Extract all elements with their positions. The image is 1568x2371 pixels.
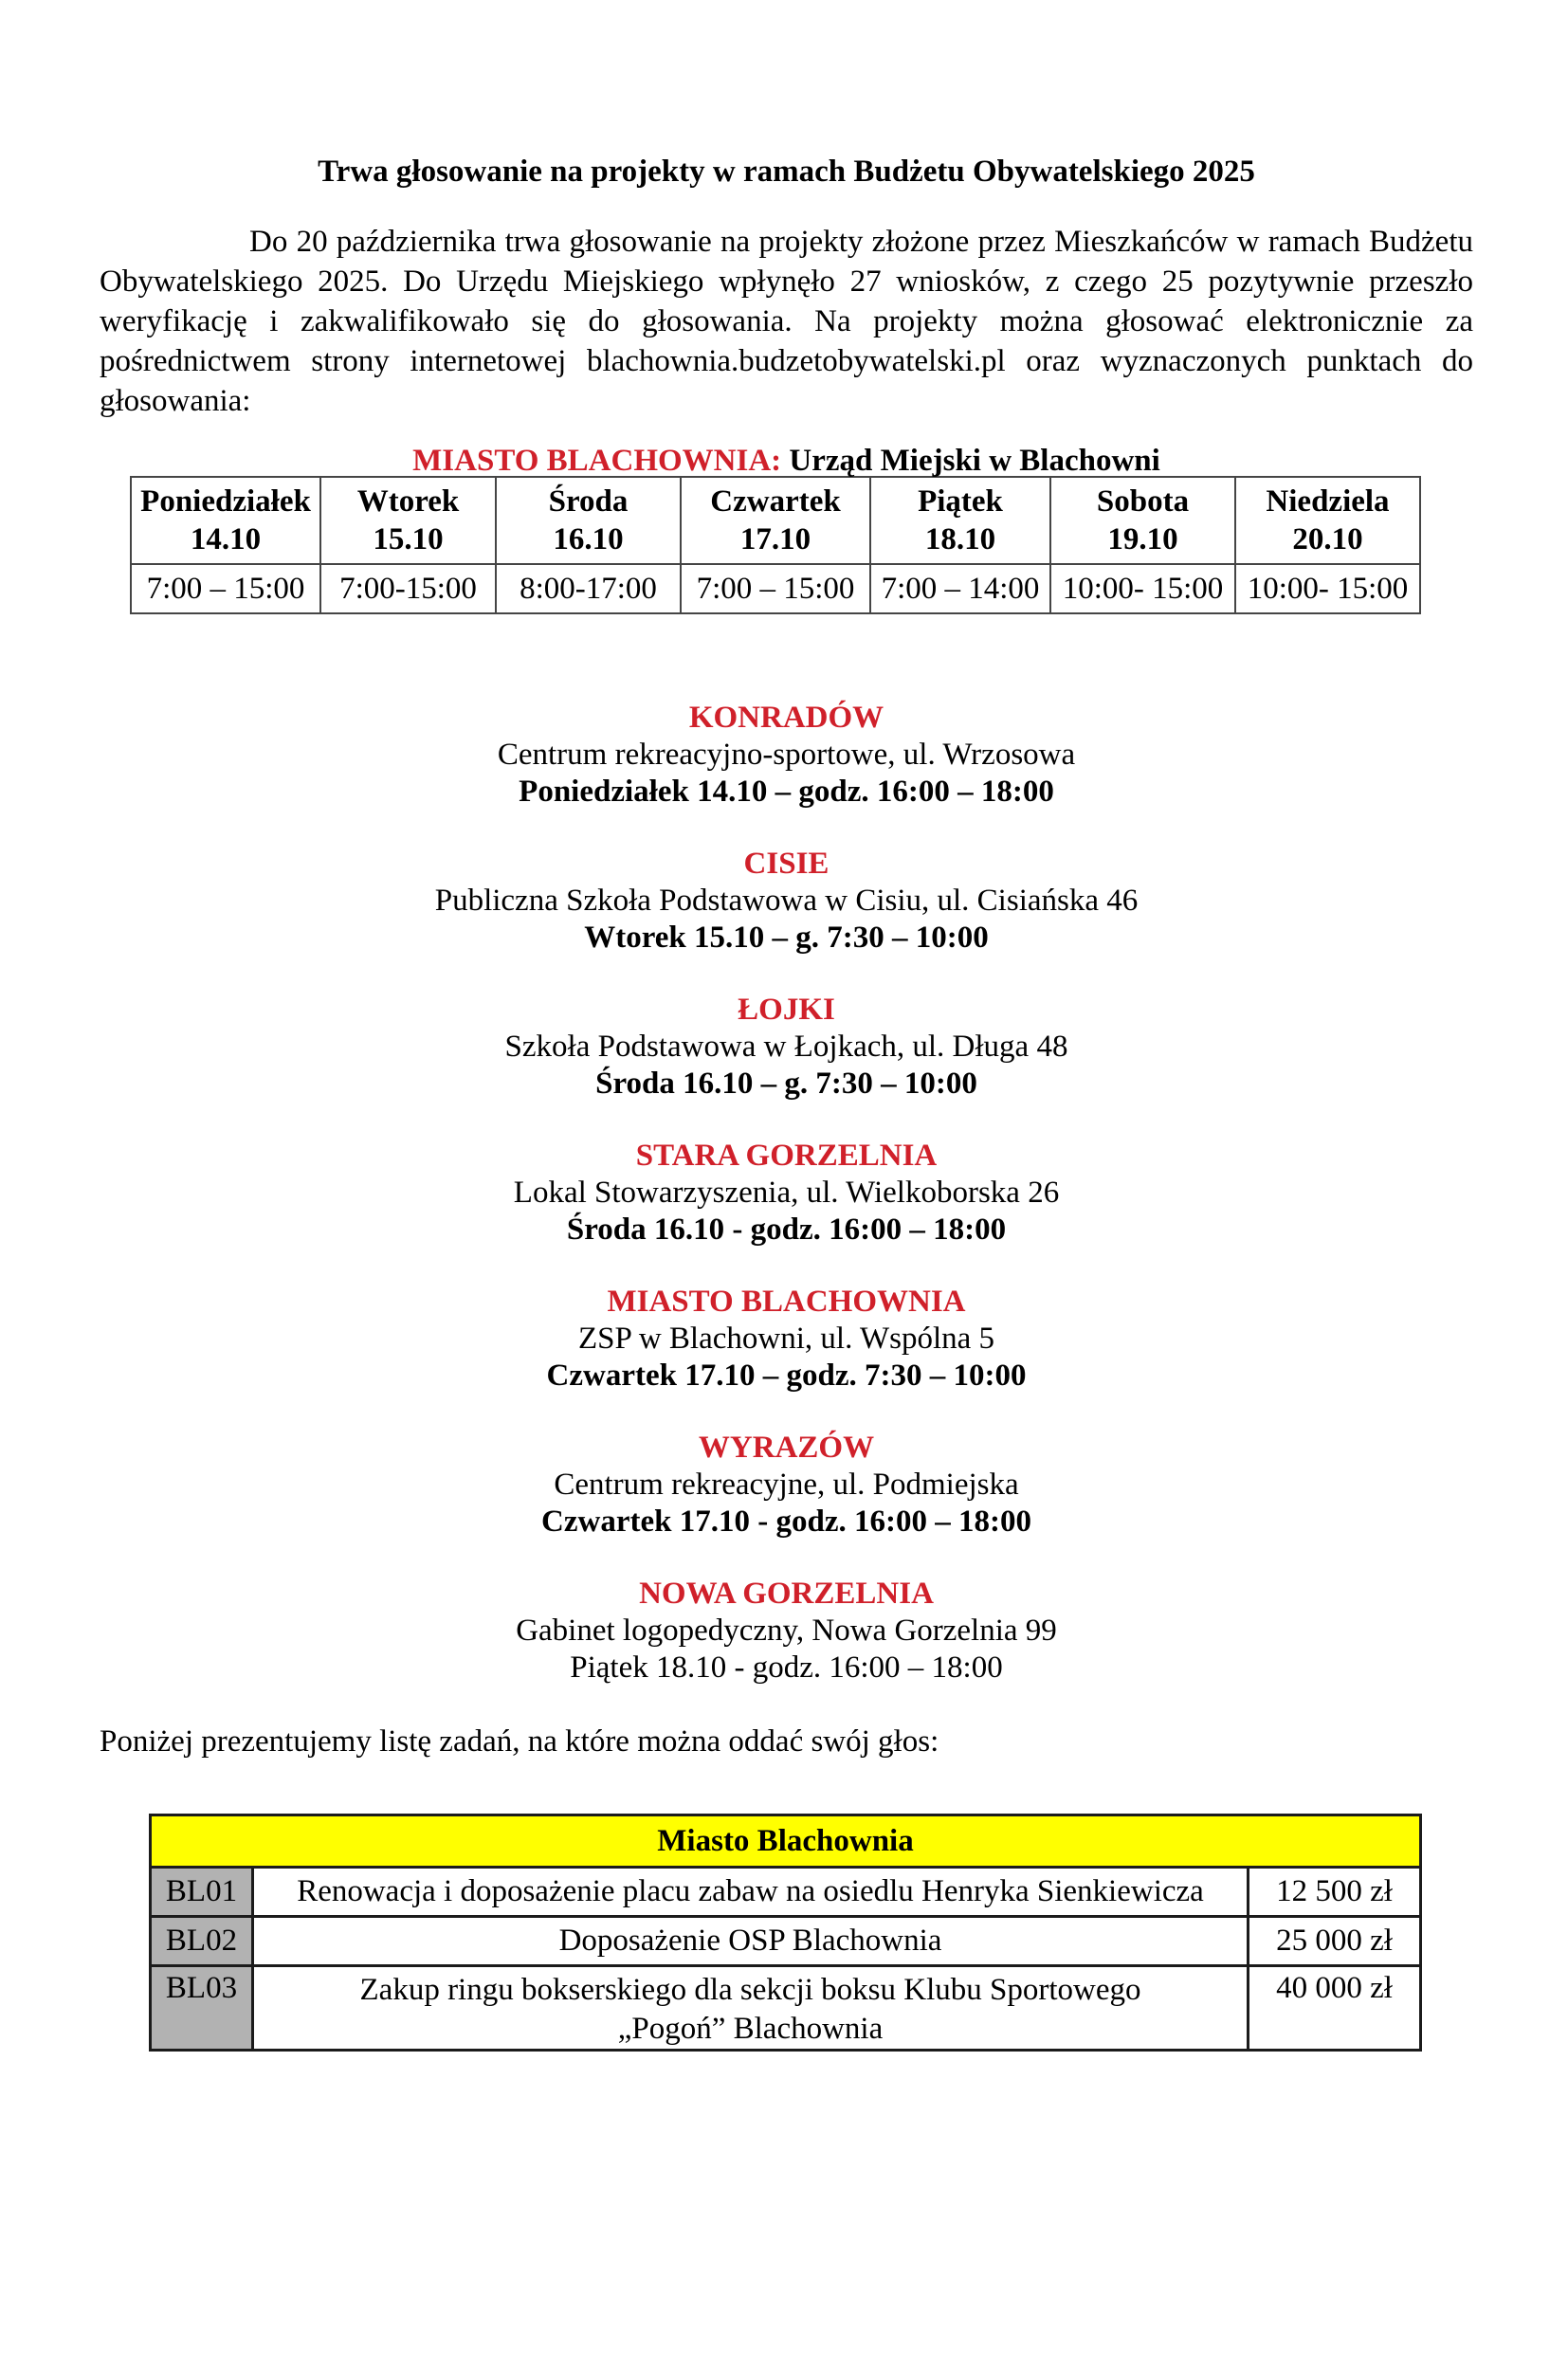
location-section-cisie [100, 846, 1473, 957]
project-amount: 40 000 zł [1249, 1966, 1421, 2051]
location-address: ZSP w Blachowni, ul. Wspólna 5 [577, 1322, 995, 1356]
project-id: BL02 [151, 1917, 253, 1966]
location-name: MIASTO BLACHOWNIA [607, 1285, 966, 1319]
projects-list-intro: Poniżej prezentujemy listę zadań, na które można oddać swój głos: [100, 1724, 939, 1759]
location-name: STARA GORZELNIA [635, 1139, 938, 1173]
location-time: Czwartek 17.10 – godz. 7:30 – 10:00 [546, 1359, 1027, 1393]
location-time: Czwartek 17.10 - godz. 16:00 – 18:00 [541, 1505, 1031, 1539]
schedule-heading [100, 446, 1473, 476]
project-description: Zakup ringu bokserskiego dla sekcji boksu Klubu Sportowego „Pogoń” Blachownia [253, 1966, 1249, 2051]
location-section-lojki [100, 992, 1473, 1103]
day-header: Poniedziałek 14.10 [131, 477, 320, 564]
location-section-stara-gorzelnia [100, 1138, 1473, 1249]
location-section-miasto-blachownia [100, 1284, 1473, 1395]
day-header: Wtorek 15.10 [320, 477, 496, 564]
location-name: KONRADÓW [688, 701, 884, 735]
day-hours: 7:00 – 14:00 [870, 564, 1050, 613]
schedule-heading-place: Urząd Miejski w Blachowni [789, 444, 1160, 478]
location-section-wyrazow [100, 1430, 1473, 1541]
day-hours: 7:00 – 15:00 [131, 564, 320, 613]
project-row [151, 1917, 1421, 1966]
location-address: Publiczna Szkoła Podstawowa w Cisiu, ul. Cisiańska 46 [434, 884, 1139, 918]
day-header: Środa 16.10 [496, 477, 681, 564]
day-hours: 10:00- 15:00 [1235, 564, 1420, 613]
day-hours: 7:00 – 15:00 [681, 564, 870, 613]
day-hours: 7:00-15:00 [320, 564, 496, 613]
location-name: ŁOJKI [738, 993, 835, 1027]
location-time: Poniedziałek 14.10 – godz. 16:00 – 18:00 [519, 775, 1054, 809]
voting-hours-table [130, 476, 1421, 614]
location-name: CISIE [743, 847, 830, 881]
project-row [151, 1868, 1421, 1917]
location-time: Środa 16.10 - godz. 16:00 – 18:00 [566, 1213, 1007, 1247]
voting-hours-row [131, 564, 1420, 613]
page-content [0, 154, 1568, 2052]
project-id: BL03 [151, 1966, 253, 2051]
schedule-heading-city: MIASTO BLACHOWNIA: [412, 444, 782, 478]
day-hours: 10:00- 15:00 [1050, 564, 1235, 613]
project-description: Doposażenie OSP Blachownia [253, 1917, 1249, 1966]
day-header: Piątek 18.10 [870, 477, 1050, 564]
project-amount: 25 000 zł [1249, 1917, 1421, 1966]
location-address: Lokal Stowarzyszenia, ul. Wielkoborska 26 [513, 1176, 1060, 1210]
day-header: Niedziela 20.10 [1235, 477, 1420, 564]
document-title: Trwa głosowanie na projekty w ramach Budżetu Obywatelskiego 2025 [318, 155, 1255, 189]
location-address: Szkoła Podstawowa w Łojkach, ul. Długa 48 [504, 1030, 1068, 1064]
location-address: Gabinet logopedyczny, Nowa Gorzelnia 99 [516, 1614, 1057, 1648]
project-id: BL01 [151, 1868, 253, 1917]
projects-table [149, 1814, 1422, 2052]
location-name: WYRAZÓW [698, 1431, 875, 1465]
projects-group-header: Miasto Blachownia [151, 1815, 1421, 1868]
day-header: Czwartek 17.10 [681, 477, 870, 564]
location-address: Centrum rekreacyjne, ul. Podmiejska [554, 1468, 1019, 1502]
location-name: NOWA GORZELNIA [639, 1577, 934, 1611]
location-time: Wtorek 15.10 – g. 7:30 – 10:00 [584, 921, 989, 955]
location-time: Piątek 18.10 - godz. 16:00 – 18:00 [570, 1651, 1003, 1685]
location-section-konradow [100, 700, 1473, 811]
location-section-nowa-gorzelnia [100, 1576, 1473, 1687]
day-header: Sobota 19.10 [1050, 477, 1235, 564]
project-description: Renowacja i doposażenie placu zabaw na osiedlu Henryka Sienkiewicza [253, 1868, 1249, 1917]
intro-paragraph: Do 20 października trwa głosowanie na projekty złożone przez Mieszkańców w ramach Budżetu Obywatelskiego 2025. Do Urzędu Miejskiego wpłynęło 27 wniosków, z czego 25 pozytywnie przeszło weryfikację i zakwalifikowało się do głosowania. Na projekty można głosować elektronicznie za pośrednictwem strony internetowej blachownia.budzetobywatelski.pl oraz wyznaczonych punktach do głosowania: [100, 225, 1473, 418]
document-page [0, 154, 1568, 2371]
voting-hours-header-row [131, 477, 1420, 564]
projects-group-header-row [151, 1815, 1421, 1868]
day-hours: 8:00-17:00 [496, 564, 681, 613]
project-amount: 12 500 zł [1249, 1868, 1421, 1917]
project-row [151, 1966, 1421, 2051]
location-time: Środa 16.10 – g. 7:30 – 10:00 [595, 1067, 977, 1101]
location-address: Centrum rekreacyjno-sportowe, ul. Wrzosowa [497, 738, 1076, 772]
